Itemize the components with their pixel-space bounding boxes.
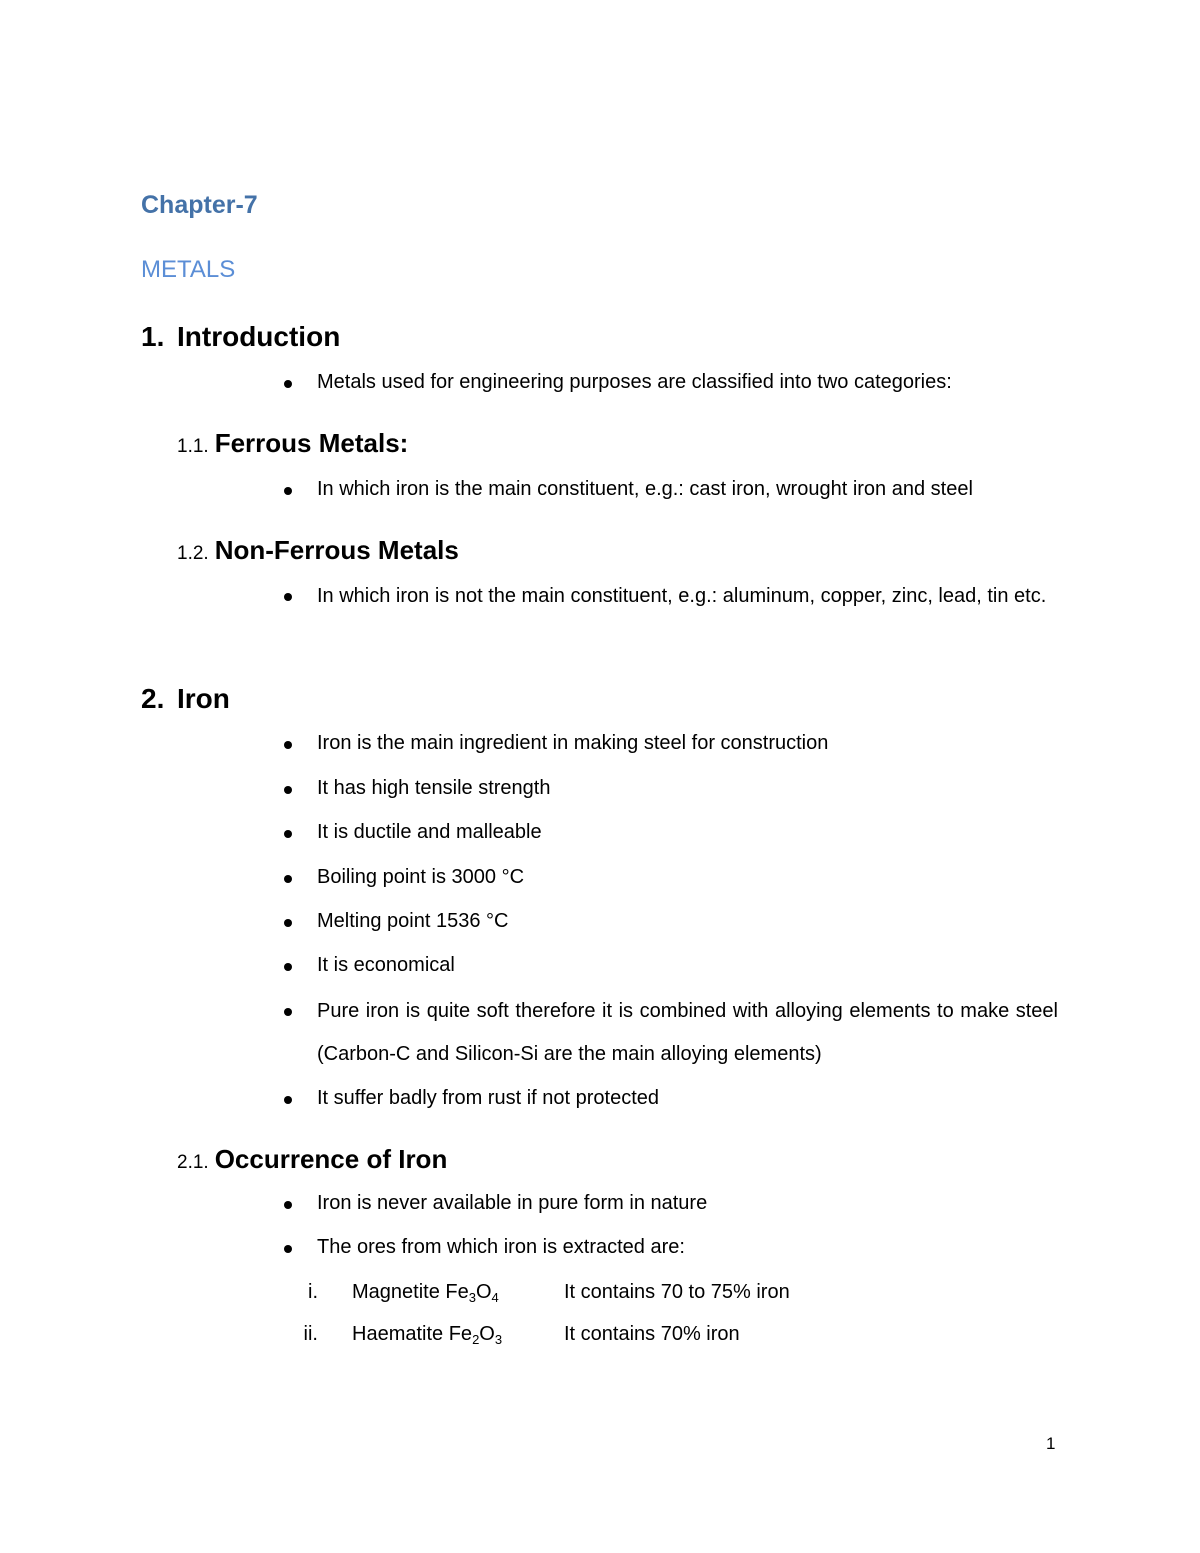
subsection-number: 1.1.	[177, 436, 209, 457]
list-item: It has high tensile strength	[317, 777, 551, 799]
bullet-dot	[284, 593, 292, 601]
list-item: Iron is never available in pure form in nature	[317, 1192, 708, 1214]
list-item: Metals used for engineering purposes are classified into two categories:	[317, 371, 952, 393]
subsection-number: 2.1.	[177, 1152, 209, 1173]
subscript: 4	[491, 1290, 499, 1305]
section-title: Iron	[177, 683, 230, 714]
element-symbol: Fe	[445, 1281, 469, 1303]
roman-numeral: ii.	[303, 1323, 318, 1345]
bullet-dot	[284, 1096, 292, 1104]
ore-name: Magnetite $Fe_3O_4$	[352, 1281, 499, 1305]
bullet-dot	[284, 1245, 292, 1253]
list-item: Boiling point is 3000 °C	[317, 866, 525, 888]
bullet-dot	[284, 487, 292, 495]
list-item: In which iron is the main constituent, e.g.: cast iron, wrought iron and steel	[317, 478, 973, 500]
list-item: In which iron is not the main constituent, e.g.: aluminum, copper, zinc, lead, tin etc.	[317, 585, 1047, 607]
ore-note: It contains 70% iron	[564, 1323, 740, 1345]
section-title: Introduction	[177, 321, 341, 352]
list-item: The ores from which iron is extracted are:	[317, 1236, 685, 1258]
bullet-dot	[284, 830, 292, 838]
list-item: Iron is the main ingredient in making steel for construction	[317, 732, 829, 754]
list-item: It is economical	[317, 954, 455, 976]
subsection-title: Occurrence of Iron	[214, 1144, 448, 1174]
subsection-nonferrous-heading	[177, 535, 459, 566]
subsection-number: 1.2.	[177, 543, 209, 564]
bullet-dot	[284, 1008, 292, 1016]
subscript: 3	[468, 1290, 476, 1305]
list-item: Melting point 1536 °C	[317, 910, 509, 932]
section-introduction-heading	[141, 321, 340, 353]
bullet-dot	[284, 741, 292, 749]
subsection-title: Ferrous Metals:	[214, 428, 409, 458]
section-iron-heading	[141, 683, 230, 715]
bullet-dot	[284, 380, 292, 388]
bullet-dot	[284, 963, 292, 971]
bullet-dot	[284, 786, 292, 794]
roman-numeral: i.	[308, 1281, 318, 1303]
page-number: 1	[1046, 1434, 1056, 1453]
list-item: Pure iron is quite soft therefore it is combined with alloying elements to make steel (Carbon-C and Silicon-Si are the main alloying elements)	[317, 1000, 1058, 1065]
chapter-title: Chapter-7	[141, 191, 258, 219]
subscript: 2	[472, 1332, 480, 1347]
element-symbol: O	[479, 1323, 495, 1345]
ore-name: Haematite $Fe_2O_3$	[352, 1323, 503, 1347]
subsection-occurrence-heading	[177, 1144, 447, 1175]
ore-note: It contains 70 to 75% iron	[564, 1281, 790, 1303]
list-item: It suffer badly from rust if not protected	[317, 1087, 660, 1109]
subject-title: METALS	[141, 256, 236, 283]
element-symbol: Fe	[448, 1323, 473, 1345]
section-number: 2.	[141, 683, 165, 714]
subscript: 3	[494, 1332, 503, 1347]
bullet-dot	[284, 875, 292, 883]
subsection-title: Non-Ferrous Metals	[214, 535, 459, 565]
bullet-dot	[284, 919, 292, 927]
bullet-dot	[284, 1201, 292, 1209]
list-item: It is ductile and malleable	[317, 821, 542, 843]
element-symbol: O	[475, 1281, 492, 1303]
subsection-ferrous-heading	[177, 428, 408, 459]
section-number: 1.	[141, 321, 165, 352]
